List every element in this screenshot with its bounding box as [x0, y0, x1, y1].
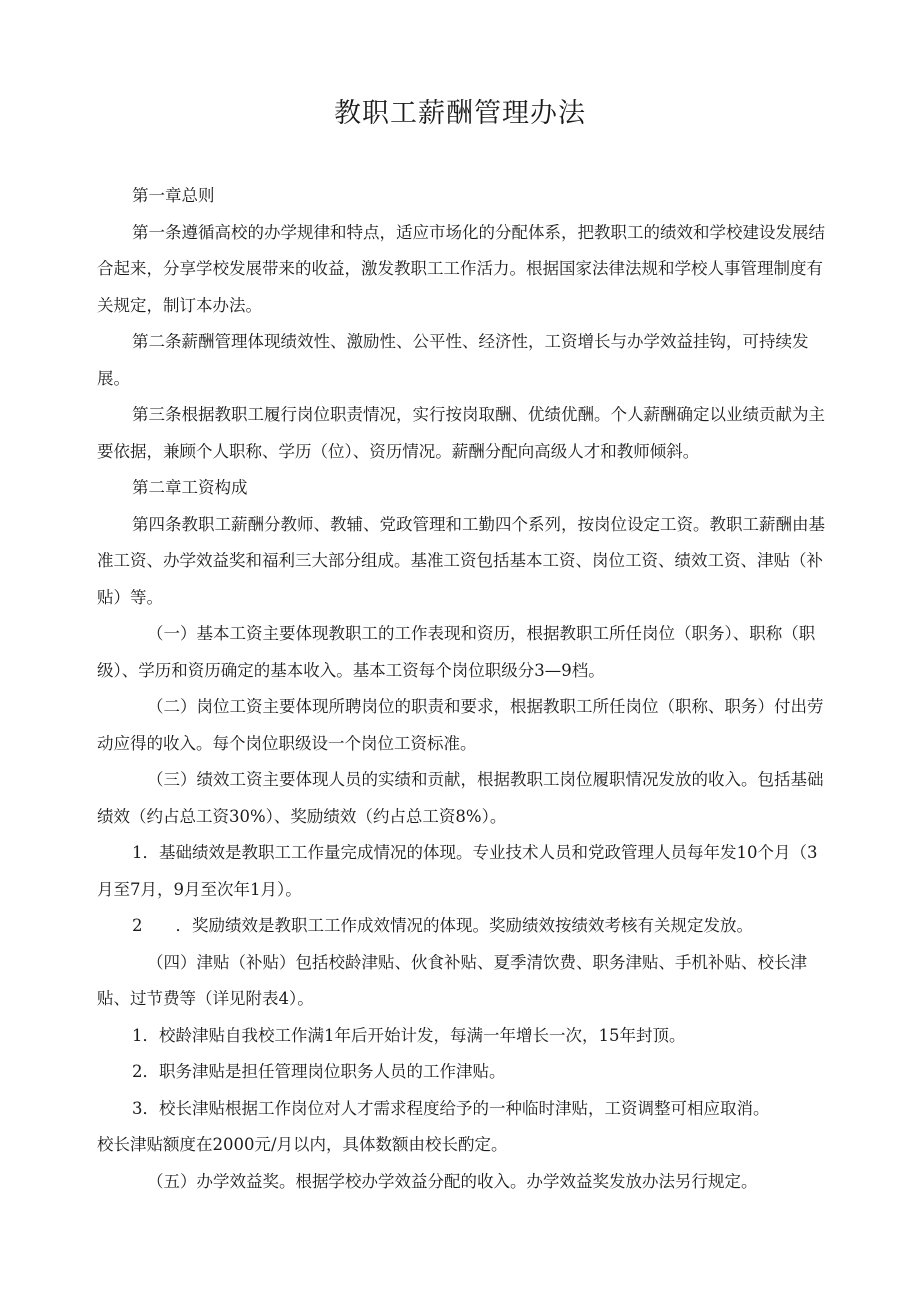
document-body	[97, 178, 827, 1200]
chapter-heading: 第二章工资构成	[132, 478, 248, 497]
list-item: 1．校龄津贴自我校工作满1年后开始计发，每满一年增长一次，15年封顶。	[132, 1025, 686, 1045]
article-paragraph: 第二条薪酬管理体现绩效性、激励性、公平性、经济性，工资增长与办学效益挂钩，可持续发展。	[97, 332, 809, 388]
list-item: 3．校长津贴根据工作岗位对人才需求程度给予的一种临时津贴，工资调整可相应取消。	[132, 1098, 770, 1118]
document-title: 教职工薪酬管理办法	[334, 98, 586, 129]
clause-paragraph: （一）基本工资主要体现教职工的工作表现和资历，根据教职工所任岗位（职务）、职称（职级）、学历和资历确定的基本收入。基本工资每个岗位职级分3—9档。	[97, 624, 816, 680]
article-paragraph: 第一条遵循高校的办学规律和特点，适应市场化的分配体系，把教职工的绩效和学校建设发展结合起来，分享学校发展带来的收益，激发教职工工作活力。根据国家法律法规和学校人事管理制度有关规定，制订本办法。	[97, 222, 825, 315]
article-paragraph: 第三条根据教职工履行岗位职责情况，实行按岗取酬、优绩优酬。个人薪酬确定以业绩贡献为主要依据，兼顾个人职称、学历（位）、资历情况。薪酬分配向高级人才和教师倾斜。	[97, 405, 825, 461]
clause-paragraph: （三）绩效工资主要体现人员的实绩和贡献，根据教职工岗位履职情况发放的收入。包括基础绩效（约占总工资30%）、奖励绩效（约占总工资8%）。	[97, 770, 824, 826]
clause-paragraph: （五）办学效益奖。根据学校办学效益分配的收入。办学效益奖发放办法另行规定。	[147, 1171, 758, 1191]
continuation-paragraph: 校长津贴额度在2000元/月以内，具体数额由校长酌定。	[97, 1135, 508, 1154]
clause-paragraph: （四）津贴（补贴）包括校龄津贴、伙食补贴、夏季清饮费、职务津贴、手机补贴、校长津贴、过节费等（详见附表4）。	[97, 952, 807, 1008]
list-item: 2．职务津贴是担任管理岗位职务人员的工作津贴。	[132, 1062, 506, 1081]
list-item: 1．基础绩效是教职工工作量完成情况的体现。专业技术人员和党政管理人员每年发10个月（3月至7月，9月至次年1月）。	[97, 843, 818, 899]
clause-paragraph: （二）岗位工资主要体现所聘岗位的职责和要求，根据教职工所任岗位（职称、职务）付出劳动应得的收入。每个岗位职级设一个岗位工资标准。	[97, 697, 824, 753]
article-paragraph: 第四条教职工薪酬分教师、教辅、党政管理和工勤四个系列，按岗位设定工资。教职工薪酬由基准工资、办学效益奖和福利三大部分组成。基准工资包括基本工资、岗位工资、绩效工资、津贴（补贴）等。	[97, 514, 825, 607]
chapter-heading: 第一章总则	[132, 186, 215, 205]
list-item: 2 ．奖励绩效是教职工工作成效情况的体现。奖励绩效按绩效考核有关规定发放。	[132, 916, 753, 935]
